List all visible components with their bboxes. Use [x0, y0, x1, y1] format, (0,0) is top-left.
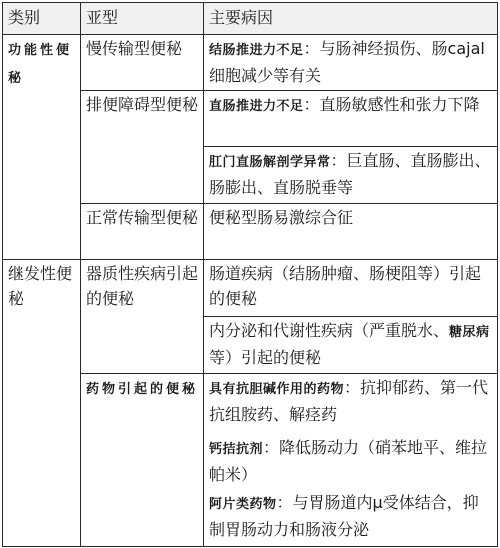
- cause-opioid: 阿片类药物：与胃肠道内μ受体结合，抑制胃肠动力和肠液分泌: [204, 489, 498, 547]
- category-secondary: 继发性便秘: [3, 260, 81, 547]
- table-row: [3, 260, 498, 317]
- cause-slow-transit: 结肠推进力不足：与肠神经损伤、肠cajal 细胞减少等有关: [204, 35, 498, 91]
- subtype-normal-transit: 正常传输型便秘: [81, 204, 204, 260]
- cause-anticholinergic: 具有抗胆碱作用的药物：抗抑郁药、第一代抗组胺药、解痉药: [204, 374, 498, 434]
- header-category: 类别: [3, 3, 81, 35]
- subtype-slow-transit: 慢传输型便秘: [81, 35, 204, 91]
- subtype-drug-induced: 药物引起的便秘: [81, 374, 204, 547]
- cause-ibs-c: 便秘型肠易激综合征: [204, 204, 498, 260]
- constipation-classification-table: [2, 2, 498, 547]
- header-subtype: 亚型: [81, 3, 204, 35]
- cause-anorectal-anatomy: 肛门直肠解剖学异常：巨直肠、直肠膨出、肠膨出、直肠脱垂等: [204, 147, 498, 204]
- subtype-organic: 器质性疾病引起的便秘: [81, 260, 204, 374]
- cause-intestinal-disease: 肠道疾病（结肠肿瘤、肠梗阻等）引起的便秘: [204, 260, 498, 317]
- subtype-obstructed: 排便障碍型便秘: [81, 91, 204, 204]
- cause-endocrine: 内分泌和代谢性疾病（严重脱水、糖尿病等）引起的便秘: [204, 317, 498, 374]
- header-causes: 主要病因: [204, 3, 498, 35]
- header-row: [3, 3, 498, 35]
- category-functional: 功能性便秘: [3, 35, 81, 260]
- cause-calcium-blocker: 钙拮抗剂：降低肠动力（硝苯地平、维拉帕米）: [204, 434, 498, 489]
- table-row: [3, 35, 498, 91]
- cause-rectal-propulsion: 直肠推进力不足：直肠敏感性和张力下降: [204, 91, 498, 147]
